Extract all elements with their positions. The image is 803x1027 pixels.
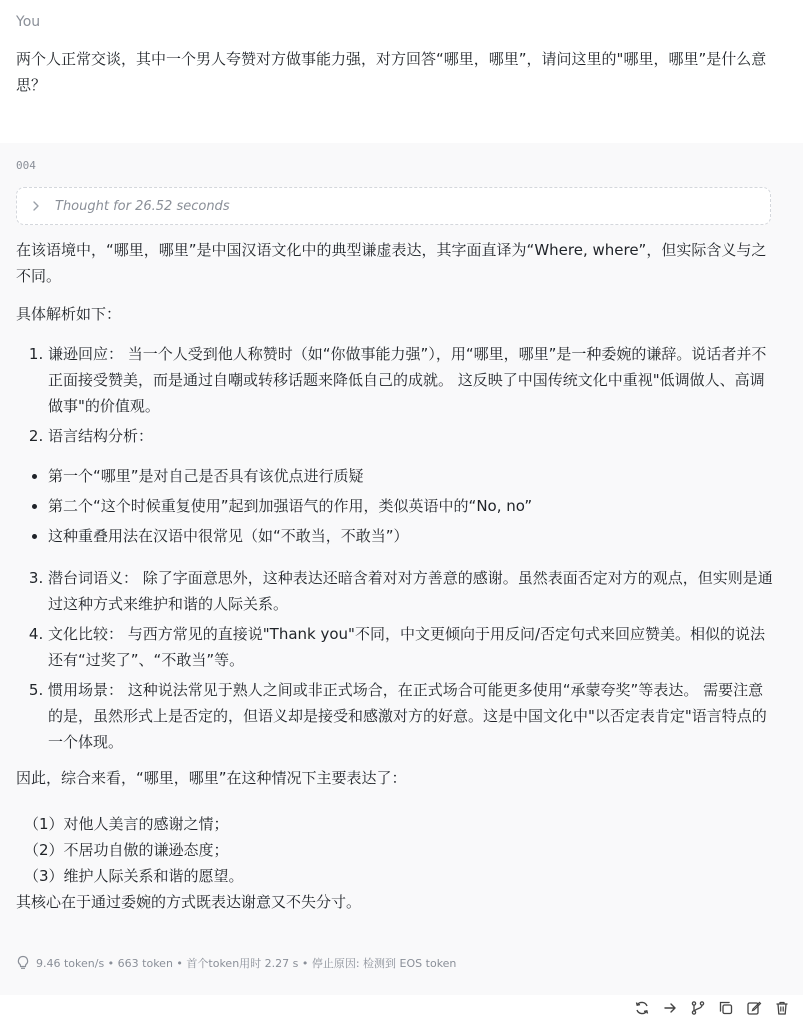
chevron-right-icon — [29, 199, 43, 213]
generation-stats — [16, 955, 456, 971]
list-item: 1. 谦逊回应： 当一个人受到他人称赞时（如“你做事能力强”），用“哪里，哪里”是一种委婉的谦辞。说话者并不正面接受赞美，而是通过自嘲或转移话题来降低自己的成就。 这反映了中国传统文化中重视"低调做人、高调做事"的价值观。 — [48, 341, 776, 419]
subtitle: 具体解析如下： — [16, 305, 122, 323]
list-item: 4. 文化比较： 与西方常见的直接说"Thank you"不同，中文更倾向于用反问/否定句式来回应赞美。相似的说法还有“过奖了”、“不敢当”等。 — [48, 621, 776, 673]
branch-button[interactable] — [689, 999, 707, 1017]
regenerate-button[interactable] — [633, 999, 651, 1017]
list-item: 5. 惯用场景： 这种说法常见于熟人之间或非正式场合，在正式场合可能更多使用“承蒙夸奖”等表达。 需要注意的是，虽然形式上是否定的，但语义却是接受和感激对方的好意。这是中国文化中"以否定表肯定"语言特点的一个体现。 — [48, 677, 776, 755]
summary-point: （3）维护人际关系和谐的愿望。 — [24, 867, 244, 885]
list-item: 3. 潜台词语义： 除了字面意思外，这种表达还暗含着对对方善意的感谢。虽然表面否定对方的观点，但实则是通过这种方式来维护和谐的人际关系。 — [48, 565, 776, 617]
intro-paragraph: 在该语境中，“哪里，哪里”是中国汉语文化中的典型谦虚表达，其字面直译为“Where, where”，但实际含义与之不同。 — [16, 241, 767, 285]
message-actions — [633, 999, 791, 1017]
bullet-item: • 第二个“这个时候重复使用”起到加强语气的作用，类似英语中的“No, no” — [48, 493, 776, 519]
delete-icon — [774, 1000, 790, 1016]
branch-icon — [690, 1000, 706, 1016]
user-message — [0, 0, 803, 143]
copy-icon — [718, 1000, 734, 1016]
analysis-list-continued — [16, 565, 776, 755]
stats-text: 9.46 token/s • 663 token • 首个token用时 2.27 s • 停止原因: 检测到 EOS token — [36, 957, 457, 970]
edit-button[interactable] — [745, 999, 763, 1017]
assistant-content — [16, 237, 776, 915]
summary-paragraph: 因此，综合来看，“哪里，哪里”在这种情况下主要表达了： — [16, 769, 407, 787]
continue-arrow-icon — [662, 1000, 678, 1016]
bullet-item: • 第一个“哪里”是对自己是否具有该优点进行质疑 — [48, 463, 776, 489]
lightbulb-icon — [16, 955, 30, 971]
summary-points — [16, 811, 776, 889]
analysis-list — [16, 341, 776, 449]
conclusion: 其核心在于通过委婉的方式既表达谢意又不失分寸。 — [16, 893, 362, 911]
assistant-message — [0, 143, 803, 995]
summary-point: （1）对他人美言的感谢之情； — [24, 815, 229, 833]
continue-button[interactable] — [661, 999, 679, 1017]
user-message-text: 两个人正常交谈，其中一个男人夸赞对方做事能力强，对方回答“哪里，哪里”，请问这里的"哪里，哪里”是什么意思？ — [16, 50, 767, 94]
summary-point: （2）不居功自傲的谦逊态度； — [24, 841, 229, 859]
refresh-icon — [634, 1000, 650, 1016]
bullet-item: • 这种重叠用法在汉语中很常见（如“不敢当，不敢当”） — [48, 523, 776, 549]
thought-toggle[interactable] — [16, 187, 771, 225]
delete-button[interactable] — [773, 999, 791, 1017]
model-name: 004 — [16, 159, 36, 172]
thought-duration: Thought for 26.52 seconds — [55, 198, 230, 214]
copy-button[interactable] — [717, 999, 735, 1017]
structure-bullets — [16, 463, 776, 549]
user-label: You — [16, 14, 41, 30]
edit-icon — [746, 1000, 762, 1016]
list-item: 2. 语言结构分析： — [48, 423, 776, 449]
